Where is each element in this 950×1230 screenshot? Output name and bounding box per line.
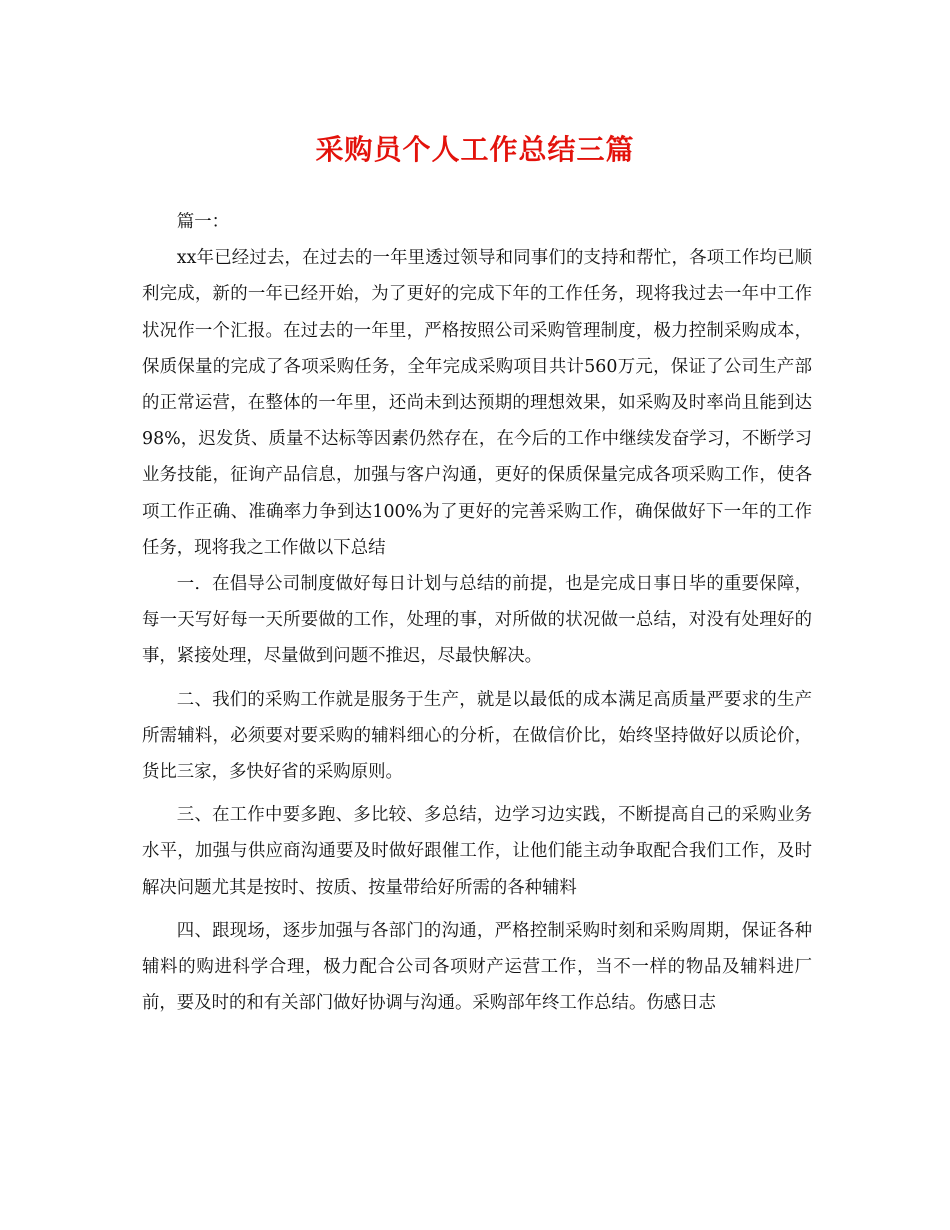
document-title: 采购员个人工作总结三篇: [315, 133, 635, 166]
section-label: 篇一：: [176, 212, 229, 232]
paragraph-point-4: 四、跟现场，逐步加强与各部门的沟通，严格控制采购时刻和采购周期，保证各种辅料的购进科学合理，极力配合公司各项财产运营工作，当不一样的物品及辅料进厂前，要及时的和有关部门做好协调与沟通。采购部年终工作总结。伤感日志: [142, 920, 812, 1014]
document-body: [142, 204, 812, 1021]
paragraph-intro: xx年已经过去，在过去的一年里透过领导和同事们的支持和帮忙，各项工作均已顺利完成，新的一年已经开始，为了更好的完成下年的工作任务，现将我过去一年中工作状况作一个汇报。在过去的一年里，严格按照公司采购管理制度，极力控制采购成本，保质保量的完成了各项采购任务，全年完成采购项目共计560万元，保证了公司生产部的正常运营，在整体的一年里，还尚未到达预期的理想效果，如采购及时率尚且能到达98%，迟发货、质量不达标等因素仍然存在，在今后的工作中继续发奋学习，不断学习业务技能，征询产品信息，加强与客户沟通，更好的保质保量完成各项采购工作，使各项工作正确、准确率力争到达100%为了更好的完善采购工作，确保做好下一年的工作任务，现将我之工作做以下总结: [142, 248, 812, 558]
paragraph-point-3: 三、在工作中要多跑、多比较、多总结，边学习边实践，不断提高自己的采购业务水平，加强与供应商沟通要及时做好跟催工作，让他们能主动争取配合我们工作，及时解决问题尤其是按时、按质、按量带给好所需的各种辅料: [142, 805, 812, 898]
paragraph-point-1: 一．在倡导公司制度做好每日计划与总结的前提，也是完成日事日毕的重要保障，每一天写好每一天所要做的工作，处理的事，对所做的状况做一总结，对没有处理好的事，紧接处理，尽量做到问题不推迟，尽最快解决。: [142, 574, 812, 667]
paragraph-point-2: 二、我们的采购工作就是服务于生产，就是以最低的成本满足高质量严要求的生产所需辅料，必须要对要采购的辅料细心的分析，在做信价比，始终坚持做好以质论价，货比三家，多快好省的采购原则。: [142, 689, 812, 783]
